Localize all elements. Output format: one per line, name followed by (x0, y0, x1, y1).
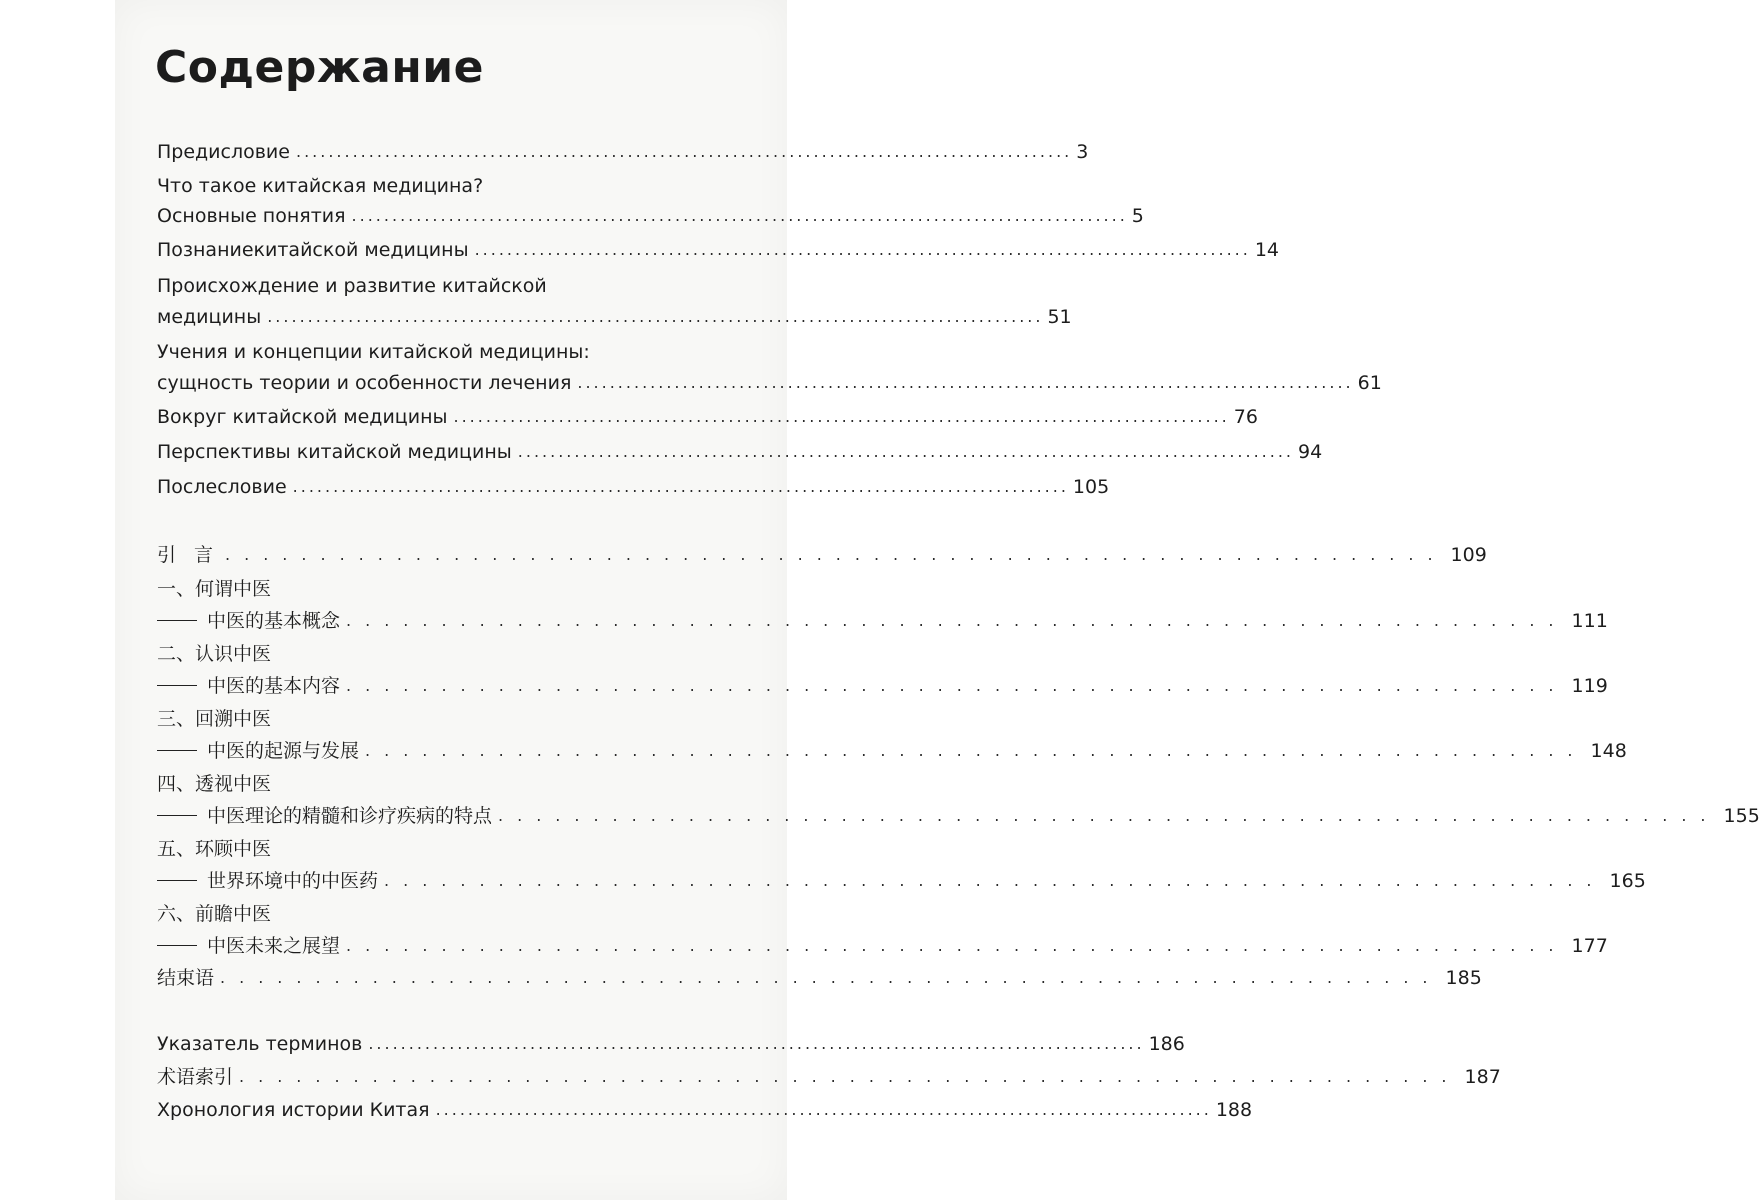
page-title: Содержание (155, 42, 484, 93)
toc-entry-title: 五、环顾中医 (157, 838, 272, 860)
toc-entry-title: Указатель терминов (157, 1033, 363, 1055)
toc-entry[interactable] (157, 405, 1258, 429)
toc-entry-title: 结束语 (157, 967, 215, 989)
toc-entry-title: 术语索引 (157, 1066, 234, 1088)
toc-entry-page: 76 (1233, 406, 1258, 428)
toc-leader: ................................................................................................ (435, 1100, 1212, 1119)
toc-entry-page: 119 (1571, 675, 1608, 697)
toc-entry-title: 引 言 (157, 544, 220, 566)
toc-entry-page: 111 (1571, 610, 1608, 632)
toc-entry-page: 5 (1131, 205, 1144, 227)
toc-entry-title: 世界环境中的中医药 (207, 870, 379, 892)
toc-leader: ................................................................ (346, 611, 1568, 630)
toc-leader: ................................................................ (346, 676, 1568, 695)
toc-leader: ................................................................ (239, 1067, 1461, 1086)
toc-leader: ................................................................ (498, 806, 1720, 825)
toc-entry-title: Учения и концепции китайской медицины: (157, 341, 590, 363)
toc-leader: ................................................................................................ (577, 373, 1354, 392)
toc-entry-page: 188 (1215, 1099, 1253, 1121)
toc-entry-title: Познаниекитайской медицины (157, 239, 469, 261)
toc-leader: ................................................................................................ (295, 142, 1073, 161)
toc-entry-title: 二、认识中医 (157, 643, 272, 665)
toc-leader: ................................................................ (365, 741, 1587, 760)
toc-entry-title: 中医的基本概念 (207, 610, 341, 632)
toc-entry[interactable] (157, 739, 1627, 763)
toc-entry-page: 61 (1357, 372, 1382, 394)
toc-entry-title: Послесловие (157, 476, 287, 498)
toc-entry-page: 148 (1590, 740, 1627, 762)
toc-entry[interactable] (157, 1098, 1253, 1122)
toc-entry[interactable] (157, 238, 1280, 262)
dash-mark (157, 815, 197, 816)
toc-leader: ................................................................................................ (474, 240, 1251, 259)
toc-entry-title: Происхождение и развитие китайской (157, 275, 547, 297)
dash-mark (157, 880, 197, 881)
toc-entry[interactable] (157, 371, 1382, 395)
toc-leader: ................................................................................................ (351, 206, 1128, 225)
toc-leader: ................................................................................................ (267, 307, 1044, 326)
toc-entry-title: Вокруг китайской медицины (157, 406, 448, 428)
toc-entry-title: Перспективы китайской медицины (157, 441, 512, 463)
toc-entry-page: 155 (1723, 805, 1760, 827)
toc-entry-page: 165 (1609, 870, 1646, 892)
toc-entry[interactable] (157, 869, 1646, 893)
toc-entry-title: сущность теории и особенности лечения (157, 372, 572, 394)
toc-entry-page: 105 (1072, 476, 1110, 498)
toc-entry-title: 中医理论的精髓和诊疗疾病的特点 (207, 805, 493, 827)
toc-entry-page: 186 (1148, 1033, 1185, 1055)
toc-entry-title: Предисловие (157, 141, 290, 163)
toc-entry[interactable] (157, 934, 1608, 958)
toc-entry-page: 51 (1047, 306, 1072, 328)
toc-entry-page: 185 (1445, 967, 1482, 989)
toc-entry-title: 中医的起源与发展 (207, 740, 360, 762)
dash-mark (157, 945, 197, 946)
toc-entry[interactable] (157, 1032, 1185, 1056)
toc-entry[interactable] (157, 305, 1072, 329)
dash-mark (157, 620, 197, 621)
toc-entry[interactable] (157, 204, 1144, 228)
toc-entry[interactable] (157, 543, 1487, 567)
toc-entry[interactable] (157, 966, 1482, 990)
toc-entry-page: 187 (1464, 1066, 1501, 1088)
toc-entry[interactable] (157, 440, 1323, 464)
toc-entry-title: 六、前瞻中医 (157, 903, 272, 925)
toc-entry[interactable] (157, 140, 1089, 164)
toc-entry[interactable] (157, 1065, 1501, 1089)
dash-mark (157, 685, 197, 686)
toc-leader: ................................................................................................ (517, 442, 1295, 461)
dash-mark (157, 750, 197, 751)
toc-entry-title: Основные понятия (157, 205, 346, 227)
toc-leader: ................................................................ (225, 545, 1447, 564)
toc-entry[interactable] (157, 609, 1608, 633)
toc-leader: ................................................................ (346, 936, 1568, 955)
toc-leader: ................................................................ (220, 968, 1442, 987)
toc-entry-page: 14 (1254, 239, 1280, 261)
toc-entry-title: Что такое китайская медицина? (157, 175, 484, 197)
toc-entry-title: 中医的基本内容 (207, 675, 341, 697)
toc-entry-title: 一、何谓中医 (157, 578, 272, 600)
toc-leader: ................................................................................................ (453, 407, 1230, 426)
toc-entry[interactable] (157, 804, 1760, 828)
toc-entry-page: 109 (1450, 544, 1487, 566)
toc-entry-page: 177 (1571, 935, 1608, 957)
toc-entry[interactable] (157, 674, 1608, 698)
toc-entry-page: 94 (1298, 441, 1323, 463)
toc-entry-title: 中医未来之展望 (207, 935, 341, 957)
toc-leader: ................................................................................................ (292, 477, 1069, 496)
toc-entry-title: медицины (157, 306, 262, 328)
toc-entry-title: 四、透视中医 (157, 773, 272, 795)
toc-leader: ................................................................ (384, 871, 1606, 890)
toc-entry-page: 3 (1076, 141, 1089, 163)
toc-entry[interactable] (157, 475, 1110, 499)
toc-entry-title: Хронология истории Китая (157, 1099, 430, 1121)
toc-entry-title: 三、回溯中医 (157, 708, 272, 730)
toc-leader: ................................................................................................ (368, 1034, 1145, 1053)
